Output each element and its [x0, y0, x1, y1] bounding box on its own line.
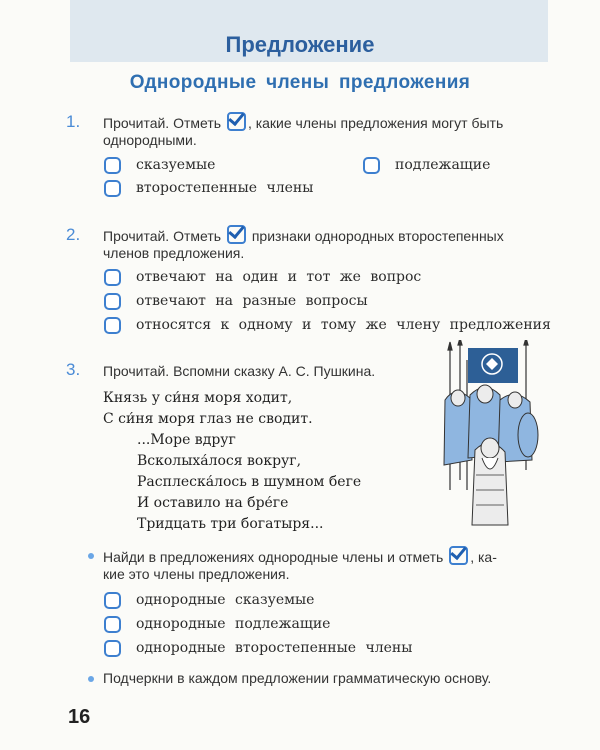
checkbox-homogeneous-predicates[interactable]	[104, 592, 121, 609]
bullet-marker	[88, 676, 94, 682]
checkbox-different-questions[interactable]	[104, 293, 121, 310]
task2-prompt-line2: членов предложения.	[103, 245, 245, 261]
option-label: сказуемые	[136, 157, 216, 173]
page-title: Предложение	[225, 32, 375, 57]
checkbox-same-question[interactable]	[104, 269, 121, 286]
task2-number: 2.	[66, 225, 81, 244]
task1-prompt-line2: однородными.	[103, 132, 197, 148]
page-subtitle: Однородные члены предложения	[129, 72, 471, 93]
checkbox-homogeneous-secondary[interactable]	[104, 640, 121, 657]
bogatyrs-illustration	[440, 340, 540, 535]
task2-prompt: Прочитай. Отметь признаки однородных второстепенных	[103, 225, 504, 246]
checkmark-icon	[227, 225, 246, 244]
task3-instruction: Найди в предложениях однородные члены и отметь , ка-	[103, 546, 497, 567]
task1-number: 1.	[66, 112, 81, 131]
checkbox-homogeneous-subjects[interactable]	[104, 616, 121, 633]
poem-line: Расплеска́лось в шумном беге	[137, 474, 362, 490]
poem-line: ...Море вдруг	[137, 432, 236, 448]
task3-number: 3.	[66, 360, 81, 379]
checkbox-predicates[interactable]	[104, 157, 121, 174]
page-number: 16	[68, 706, 91, 728]
bullet-marker	[88, 553, 94, 559]
option-label: второстепенные члены	[136, 180, 314, 196]
option-label: отвечают на разные вопросы	[136, 293, 368, 309]
task3-intro: Прочитай. Вспомни сказку А. С. Пушкина.	[103, 363, 376, 379]
checkbox-same-member[interactable]	[104, 317, 121, 334]
poem-line: Всколыха́лося вокруг,	[137, 453, 302, 469]
checkmark-icon	[227, 112, 246, 131]
poem-line: Князь у си́ня моря ходит,	[103, 390, 293, 406]
task1-prompt: Прочитай. Отметь , какие члены предложения могут быть	[103, 112, 503, 133]
task3-instruction-line2: кие это члены предложения.	[103, 566, 290, 582]
poem-line: С си́ня моря глаз не сводит.	[103, 411, 313, 427]
option-label: однородные сказуемые	[136, 592, 315, 608]
option-label: отвечают на один и тот же вопрос	[136, 269, 422, 285]
option-label: относятся к одному и тому же члену предложения	[136, 317, 551, 333]
poem-line: Тридцать три богатыря...	[137, 516, 324, 532]
poem-line: И оставило на бре́ге	[137, 495, 289, 511]
task3-final-instruction: Подчеркни в каждом предложении грамматическую основу.	[103, 670, 492, 686]
checkbox-secondary-members[interactable]	[104, 180, 121, 197]
checkbox-subjects[interactable]	[363, 157, 380, 174]
option-label: однородные второстепенные члены	[136, 640, 413, 656]
option-label: однородные подлежащие	[136, 616, 331, 632]
checkmark-icon	[449, 546, 468, 565]
option-label: подлежащие	[395, 157, 491, 173]
